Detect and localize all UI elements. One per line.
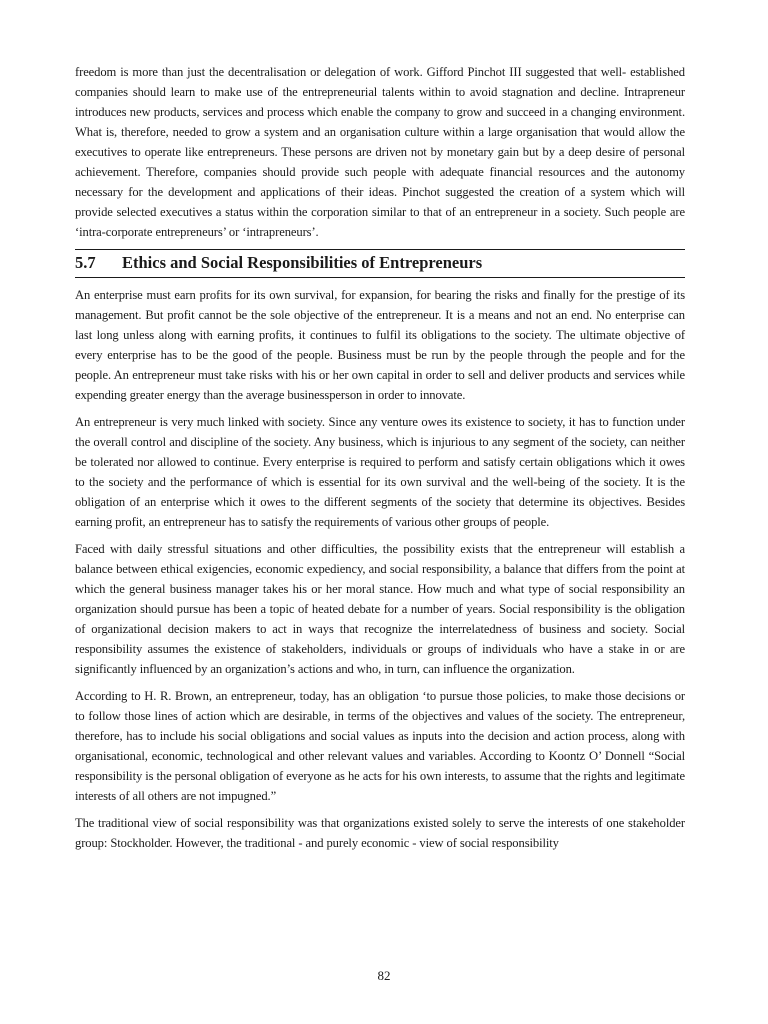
section-title: Ethics and Social Responsibilities of Entrepreneurs [122,253,483,272]
section-heading [75,249,685,278]
body-paragraph-2: An entrepreneur is very much linked with society. Since any venture owes its existence to society, it has to function under the overall control and discipline of the society. Any business, which is injurious to any segment of the society, can neither be tolerated nor allowed to continue. Every enterprise is required to perform and satisfy certain obligations which it owes to the society and the performance of which is essential for its own survival and the well-being of the society. It is the obligation of an enterprise which it owes to the different segments of the society that determine its objectives. Besides earning profit, an entrepreneur has to satisfy the requirements of various other groups of people. [75,415,685,529]
document-page [75,62,685,853]
body-paragraph-3: Faced with daily stressful situations and other difficulties, the possibility exists that the entrepreneur will establish a balance between ethical exigencies, economic expediency, and social responsibility, a balance that differs from the point at which the general business manager takes his or her moral stance. How much and what type of social responsibility an organization should pursue has been a topic of heated debate for a number of years. Social responsibility is the obligation of organizational decision makers to act in ways that recognize the interrelatedness of business and society. Social responsibility assumes the existence of stakeholders, individuals or groups of individuals who have a stake in or are significantly influenced by an organization’s actions and who, in turn, can influence the organization. [75,542,685,676]
body-paragraph-5: The traditional view of social responsibility was that organizations existed solely to serve the interests of one stakeholder group: Stockholder. However, the traditional - and purely economic - view of social responsibility [75,816,685,850]
body-paragraph-4: According to H. R. Brown, an entrepreneur, today, has an obligation ‘to pursue those policies, to make those decisions or to follow those lines of action which are desirable, in terms of the objectives and values of the society. The entrepreneur, therefore, has to include his social obligations and social values as inputs into the decision and action process, along with organisational, economic, technological and other relevant values and variables. According to Koontz O’ Donnell “Social responsibility is the personal obligation of everyone as he acts for his own interests, to assume that the rights and legitimate interests of all others are not impugned.” [75,689,685,803]
section-number: 5.7 [75,253,96,272]
page-number: 82 [377,968,391,983]
body-paragraph-1: An enterprise must earn profits for its own survival, for expansion, for bearing the risks and finally for the prestige of its management. But profit cannot be the sole objective of the entrepreneur. It is a means and not an end. No enterprise can last long unless along with earning profits, it continues to fulfil its obligations to the society. The ultimate objective of every enterprise has to be the good of the people. Business must be run by the people through the people and for the people. An entrepreneur must take risks with his or her own capital in order to sell and deliver products and services while expending greater energy than the average businessperson in order to innovate. [75,288,685,402]
intro-paragraph: freedom is more than just the decentralisation or delegation of work. Gifford Pinchot III suggested that well- established companies should learn to make use of the entrepreneurial talents within to avoid stagnation and decline. Intrapreneur introduces new products, services and process which enable the company to grow and succeed in a changing environment. What is, therefore, needed to grow a system and an organisation culture within a large organisation that would allow the executives to operate like entrepreneurs. These persons are driven not by monetary gain but by a deep desire of personal achievement. Therefore, companies should provide such people with adequate financial resources and the autonomy necessary for the development and applications of their ideas. Pinchot suggested the creation of a system which will provide selected executives a status within the corporation similar to that of an entrepreneur in a society. Such people are ‘intra-corporate entrepreneurs’ or ‘intrapreneurs’. [75,65,685,239]
